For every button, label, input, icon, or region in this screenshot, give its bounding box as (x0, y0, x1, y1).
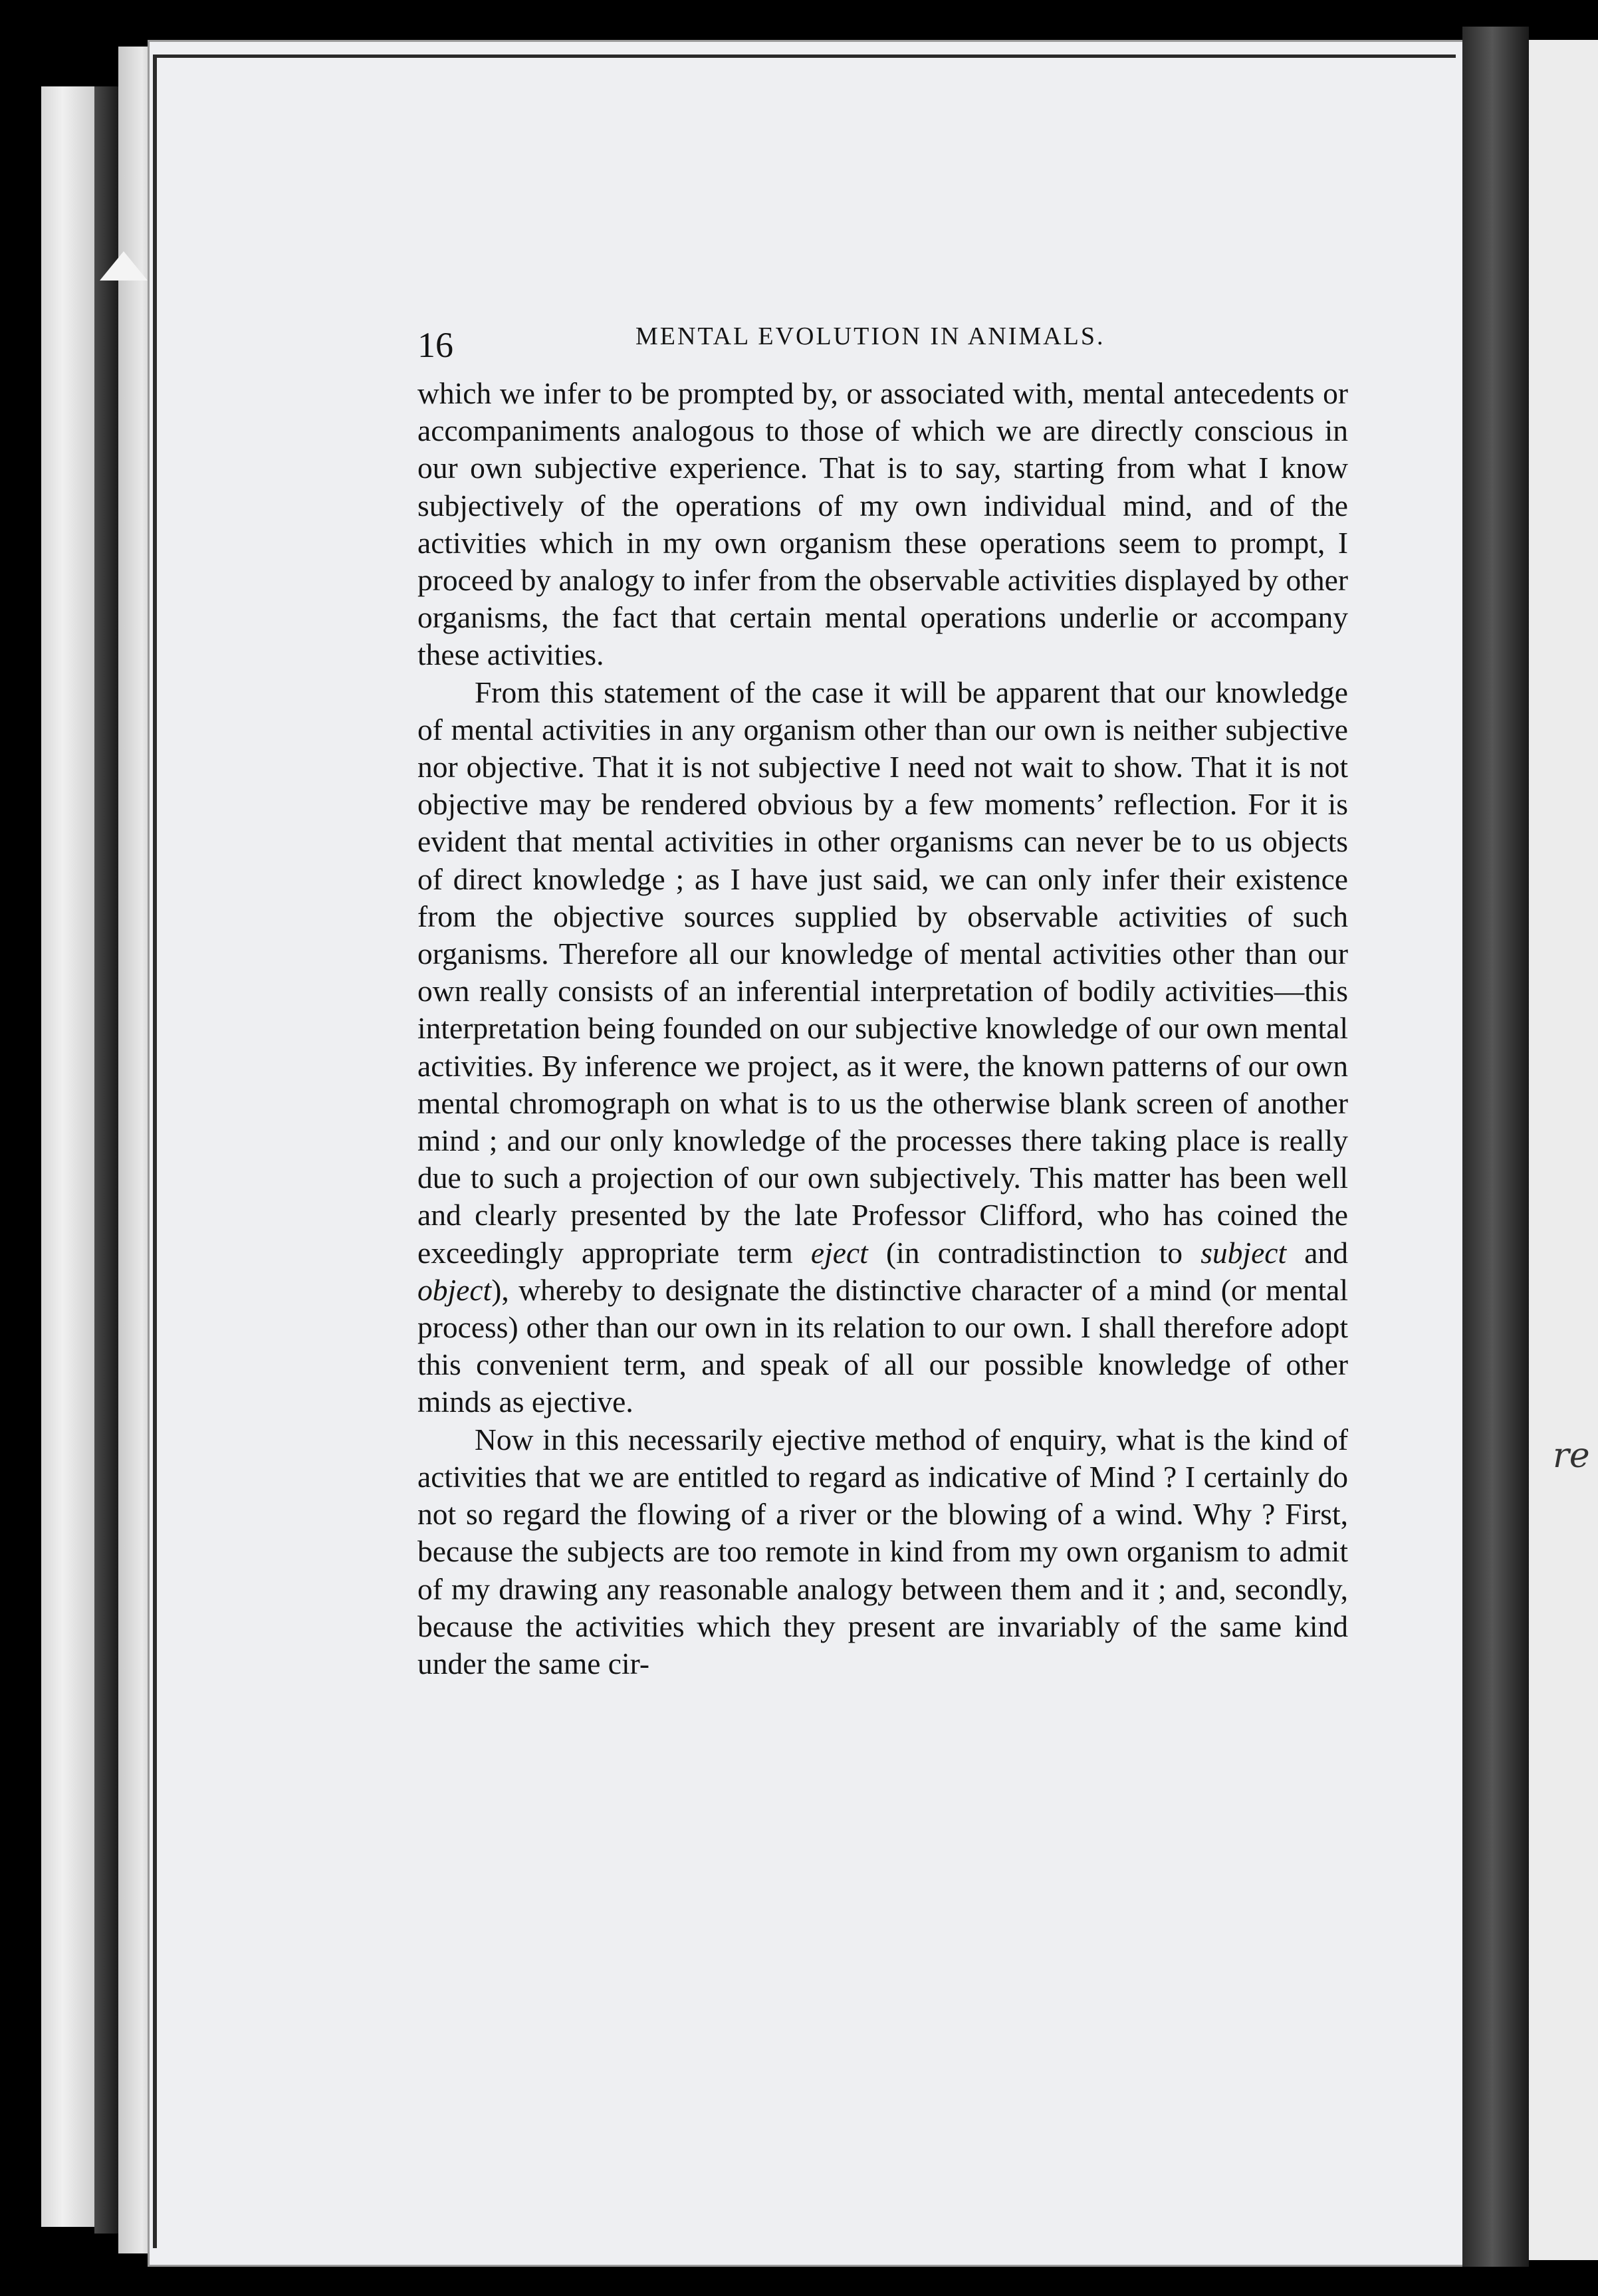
text-run: Now in this necessarily ejective method of enquiry, what is the kind of activities that we are entitled to regard as indicative of Mind ? I certainly do not so regard the flowing of a river or the blowing of a wind. Why ? First, because the subjects are too remote in kind from my own organism to admit of my drawing any reasonable analogy between them and it ; and, secondly, because the activities which they present are invariably of the same kind under the same cir- (417, 1422, 1348, 1680)
paragraph (417, 674, 1348, 1421)
adjacent-page-text-fragment: re (1553, 1436, 1590, 1476)
running-head (417, 318, 1348, 364)
text-run: From this statement of the case it will be apparent that our knowledge of mental activities in any organism other than our own is neither subjective nor objective. That it is not subjective I need not wait to show. That it is not objective may be rendered obvious by a few moments’ reflection. For it is evident that mental activities in other organisms can never be to us objects of direct knowledge ; as I have just said, we can only infer their existence from the objective sources supplied by observable activities of such organisms. Therefore all our knowledge of mental activities other than our own really consists of an inferential interpretation of bodily activities—this interpretation being founded on our subjective knowledge of our own mental activities. By inference we project, as it were, the known patterns of our own mental chromograph on what is to us the otherwise blank screen of another mind ; and our only knowledge of the processes there taking place is really due to such a projection of our own subjectively. This matter has been well and clearly presented by the late Professor Clifford, who has coined the exceedingly appropriate term (417, 675, 1349, 1270)
running-title: MENTAL EVOLUTION IN ANIMALS. (635, 322, 1105, 350)
torn-corner (100, 251, 148, 281)
text-run: ), whereby to designate the distinctive character of a mind (or mental process) other than our own in its relation to our own. I shall therefore adopt this convenient term, and speak of all our possible knowledge of other minds as ejective. (417, 1272, 1348, 1419)
text-run: (in contradistinction to (867, 1235, 1201, 1270)
cover-edge (41, 86, 94, 2227)
italic-term: subject (1200, 1235, 1287, 1270)
page-top-border (153, 55, 1456, 58)
binding-shadow (94, 86, 118, 2234)
book-gutter (1462, 27, 1529, 2267)
body-text (417, 375, 1348, 1682)
text-run: and (1286, 1235, 1348, 1270)
italic-term: eject (810, 1235, 868, 1270)
text-run: which we infer to be prompted by, or associated with, mental antecedents or accompaniments analogous to those of which we are directly conscious in our own subjective experience. That is to say, starting from what I know subjectively of the operations of my own individual mind, and of the activities which in my own organism these operations seem to prompt, I proceed by analogy to infer from the observable activities displayed by other organisms, the fact that certain mental operations underlie or accompany these activities. (417, 376, 1348, 672)
paragraph (417, 1421, 1348, 1682)
italic-term: object (417, 1272, 492, 1307)
paragraph (417, 375, 1348, 674)
page-number: 16 (417, 325, 453, 365)
page-left-border (153, 55, 157, 2248)
adjacent-page (1529, 40, 1598, 2260)
page-text-block (417, 318, 1348, 1682)
